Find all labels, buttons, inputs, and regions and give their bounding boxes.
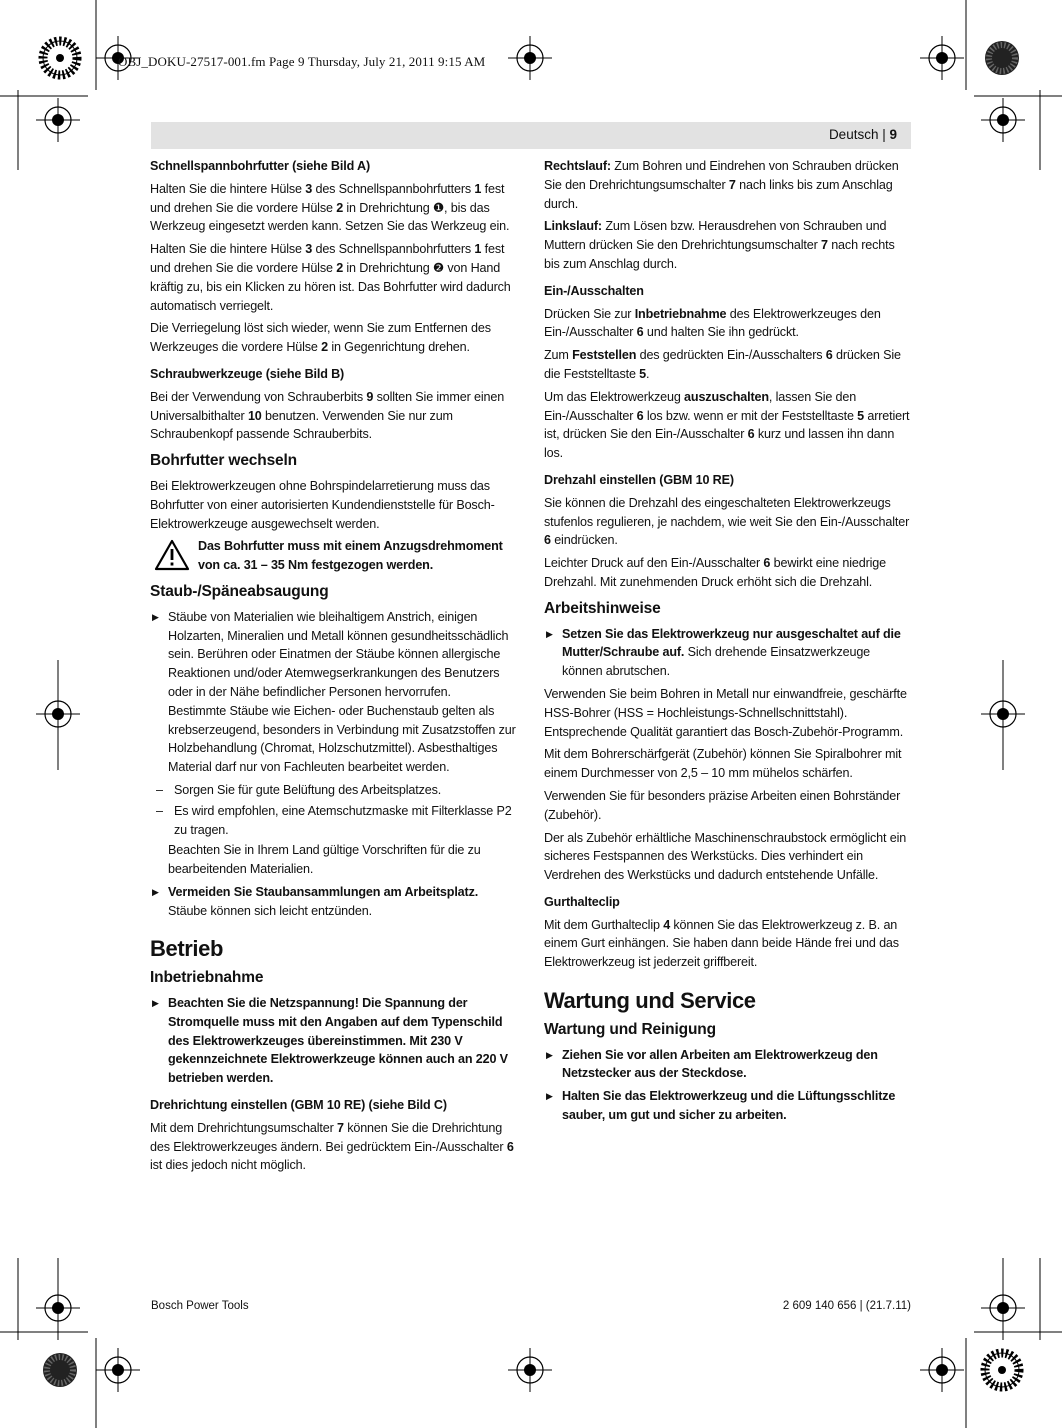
bullet-item: ▶ Setzen Sie das Elektrowerkzeug nur ausgeschaltet auf die Mutter/Schraube auf. Sich drehende Einsatzwerkzeuge können abrutschen. xyxy=(544,625,911,681)
paragraph: Linkslauf: Zum Lösen bzw. Herausdrehen von Schrauben und Muttern drücken Sie den Drehrichtungsumschalter 7 nach rechts bis zum Anschlag durch. xyxy=(544,219,895,271)
warning-text: Das Bohrfutter muss mit einem Anzugsdrehmoment von ca. 31 – 35 Nm festgezogen werden. xyxy=(198,539,503,573)
bullet-item: ▶ Stäube von Materialien wie bleihaltigem Anstrich, einigen Holzarten, Mineralien und Metall können gesundheitsschädlich sein. Berühren oder Einatmen der Stäube können allergische Reaktionen und/oder Atemwegserkrankungen des Benutzers oder in der Nähe befindlicher Personen hervorrufen. Bestimmte Stäube wie Eichen- oder Buchenstaub gelten als krebserzeugend, besonders in Verbindung mit Zusatzstoffen zur Holzbehandlung (Chromat, Holzschutzmittel). Asbesthaltiges Material darf nur von Fachleuten bearbeitet werden. xyxy=(150,608,517,777)
print-header: OBJ_DOKU-27517-001.fm Page 9 Thursday, July 21, 2011 9:15 AM xyxy=(118,54,486,69)
paragraph: Bei Elektrowerkzeugen ohne Bohrspindelarretierung muss das Bohrfutter von einer autorisierten Kundendienststelle für Bosch-Elektrowerkzeuge ausgewechselt werden. xyxy=(150,478,495,531)
paragraph: Halten Sie die hintere Hülse 3 des Schnellspannbohrfutters 1 fest und drehen Sie die vordere Hülse 2 in Drehrichtung ❶, bis das Werkzeug eingesetzt werden kann. Setzen Sie das Werkzeug ein. xyxy=(150,181,510,234)
page-number: 9 xyxy=(889,127,897,142)
paragraph: Mit dem Drehrichtungsumschalter 7 können Sie die Drehrichtung des Elektrowerkzeuges ändern. Bei gedrücktem Ein-/Ausschalter 6 ist dies jedoch nicht möglich. xyxy=(150,1120,514,1173)
heading-drehrichtung: Drehrichtung einstellen (GBM 10 RE) (siehe Bild C) xyxy=(150,1098,447,1113)
footer-brand: Bosch Power Tools xyxy=(151,1300,249,1312)
left-column xyxy=(150,157,517,1179)
bullet-item: ▶ Ziehen Sie vor allen Arbeiten am Elektrowerkzeug den Netzstecker aus der Steckdose. xyxy=(544,1046,911,1084)
heading-inbetriebnahme: Inbetriebnahme xyxy=(150,969,264,987)
paragraph: Beachten Sie in Ihrem Land gültige Vorschriften für die zu bearbeitenden Materialien. xyxy=(168,843,481,877)
bullet-item: ▶ Vermeiden Sie Staubansammlungen am Arbeitsplatz. Stäube können sich leicht entzünden. xyxy=(150,883,517,921)
heading-staubabsaugung: Staub-/Späneabsaugung xyxy=(150,582,329,600)
paragraph: Verwenden Sie beim Bohren in Metall nur einwandfreie, geschärfte HSS-Bohrer (HSS = Hochleistungs-Schnellschnittstahl). Entsprechende Qualität garantiert das Bosch-Zubehör-Programm. xyxy=(544,686,907,739)
heading-gurthalteclip: Gurthalteclip xyxy=(544,894,620,909)
heading-wartung-reinigung: Wartung und Reinigung xyxy=(544,1020,716,1038)
paragraph: Rechtslauf: Zum Bohren und Eindrehen von Schrauben drücken Sie den Drehrichtungsumschalter 7 nach links bis zum Anschlag durch. xyxy=(544,159,899,211)
bullet-item: ▶ Beachten Sie die Netzspannung! Die Spannung der Stromquelle muss mit den Angaben auf dem Typenschild des Elektrowerkzeuges übereinstimmen. Mit 230 V gekennzeichnete Elektrowerkzeuge können auch an 220 V betrieben werden. xyxy=(150,994,517,1088)
dash-item: – Es wird empfohlen, eine Atemschutzmaske mit Filterklasse P2 zu tragen. xyxy=(156,803,512,837)
paragraph: Mit dem Gurthalteclip 4 können Sie das Elektrowerkzeug z. B. an einem Gurt einhängen. Sie haben dann beide Hände frei und das Elektrowerkzeug ist jederzeit griffbereit. xyxy=(544,917,899,970)
heading-schnellspannbohrfutter: Schnellspannbohrfutter (siehe Bild A) xyxy=(150,159,370,173)
header-separator: | xyxy=(878,127,890,142)
paragraph: Bei der Verwendung von Schrauberbits 9 sollten Sie immer einen Universalbithalter 10 benutzen. Verwenden Sie nur zum Schraubenkopf passende Schrauberbits. xyxy=(150,389,505,442)
heading-arbeitshinweise: Arbeitshinweise xyxy=(544,599,661,617)
warning-triangle-icon xyxy=(154,539,190,571)
dash-item: – Sorgen Sie für gute Belüftung des Arbeitsplatzes. xyxy=(156,782,442,797)
paragraph: Mit dem Bohrerschärfgerät (Zubehör) können Sie Spiralbohrer mit einem Durchmesser von 2,5 – 10 mm mühelos schärfen. xyxy=(544,747,902,781)
heading-drehzahl: Drehzahl einstellen (GBM 10 RE) xyxy=(544,472,734,487)
paragraph: Zum Feststellen des gedrückten Ein-/Ausschalters 6 drücken Sie die Feststelltaste 5. xyxy=(544,348,901,381)
paragraph: Sie können die Drehzahl des eingeschalteten Elektrowerkzeugs stufenlos regulieren, je nachdem, wie weit Sie den Ein-/Ausschalter 6 eindrücken. xyxy=(544,495,910,548)
heading-ein-ausschalten: Ein-/Ausschalten xyxy=(544,283,644,298)
paragraph: Verwenden Sie für besonders präzise Arbeiten einen Bohrständer (Zubehör). xyxy=(544,788,901,822)
paragraph: Die Verriegelung löst sich wieder, wenn Sie zum Entfernen des Werkzeuges die vordere Hülse 2 in Gegenrichtung drehen. xyxy=(150,321,491,355)
header-language: Deutsch xyxy=(828,127,879,142)
paragraph: Leichter Druck auf den Ein-/Ausschalter 6 bewirkt eine niedrige Drehzahl. Mit zunehmenden Druck erhöht sich die Drehzahl. xyxy=(544,556,886,589)
page-header-text xyxy=(829,127,897,142)
paragraph: Drücken Sie zur Inbetriebnahme des Elektrowerkzeuges den Ein-/Ausschalter 6 und halten Sie ihn gedrückt. xyxy=(544,306,881,340)
paragraph: Der als Zubehör erhältliche Maschinenschraubstock ermöglicht ein sicheres Festspannen des Werkstücks. Dies verhindert ein Verdrehen des Werkstücks und dadurch entstehende Unfälle. xyxy=(544,830,907,883)
heading-schraubwerkzeuge: Schraubwerkzeuge (siehe Bild B) xyxy=(150,366,345,381)
bullet-item: ▶ Halten Sie das Elektrowerkzeug und die Lüftungsschlitze sauber, um gut und sicher zu arbeiten. xyxy=(544,1087,911,1125)
paragraph: Um das Elektrowerkzeug auszuschalten, lassen Sie den Ein-/Ausschalter 6 los bzw. wenn er mit der Feststelltaste 5 arretiert ist, drücken Sie den Ein-/Ausschalter 6 kurz und lassen ihn dann los. xyxy=(544,389,910,461)
heading-betrieb: Betrieb xyxy=(150,936,223,962)
heading-bohrfutter-wechseln: Bohrfutter wechseln xyxy=(150,452,298,470)
page-header xyxy=(151,122,911,149)
footer-docnumber: 2 609 140 656 | (21.7.11) xyxy=(782,1300,911,1312)
paragraph: Halten Sie die hintere Hülse 3 des Schnellspannbohrfutters 1 fest und drehen Sie die vordere Hülse 2 in Drehrichtung ❷ von Hand kräftig zu, bis ein Klicken zu hören ist. Das Bohrfutter wird dadurch automatisch verriegelt. xyxy=(150,242,511,313)
right-column xyxy=(544,157,911,1129)
warning-note xyxy=(150,537,517,575)
heading-wartung-service: Wartung und Service xyxy=(544,988,756,1014)
